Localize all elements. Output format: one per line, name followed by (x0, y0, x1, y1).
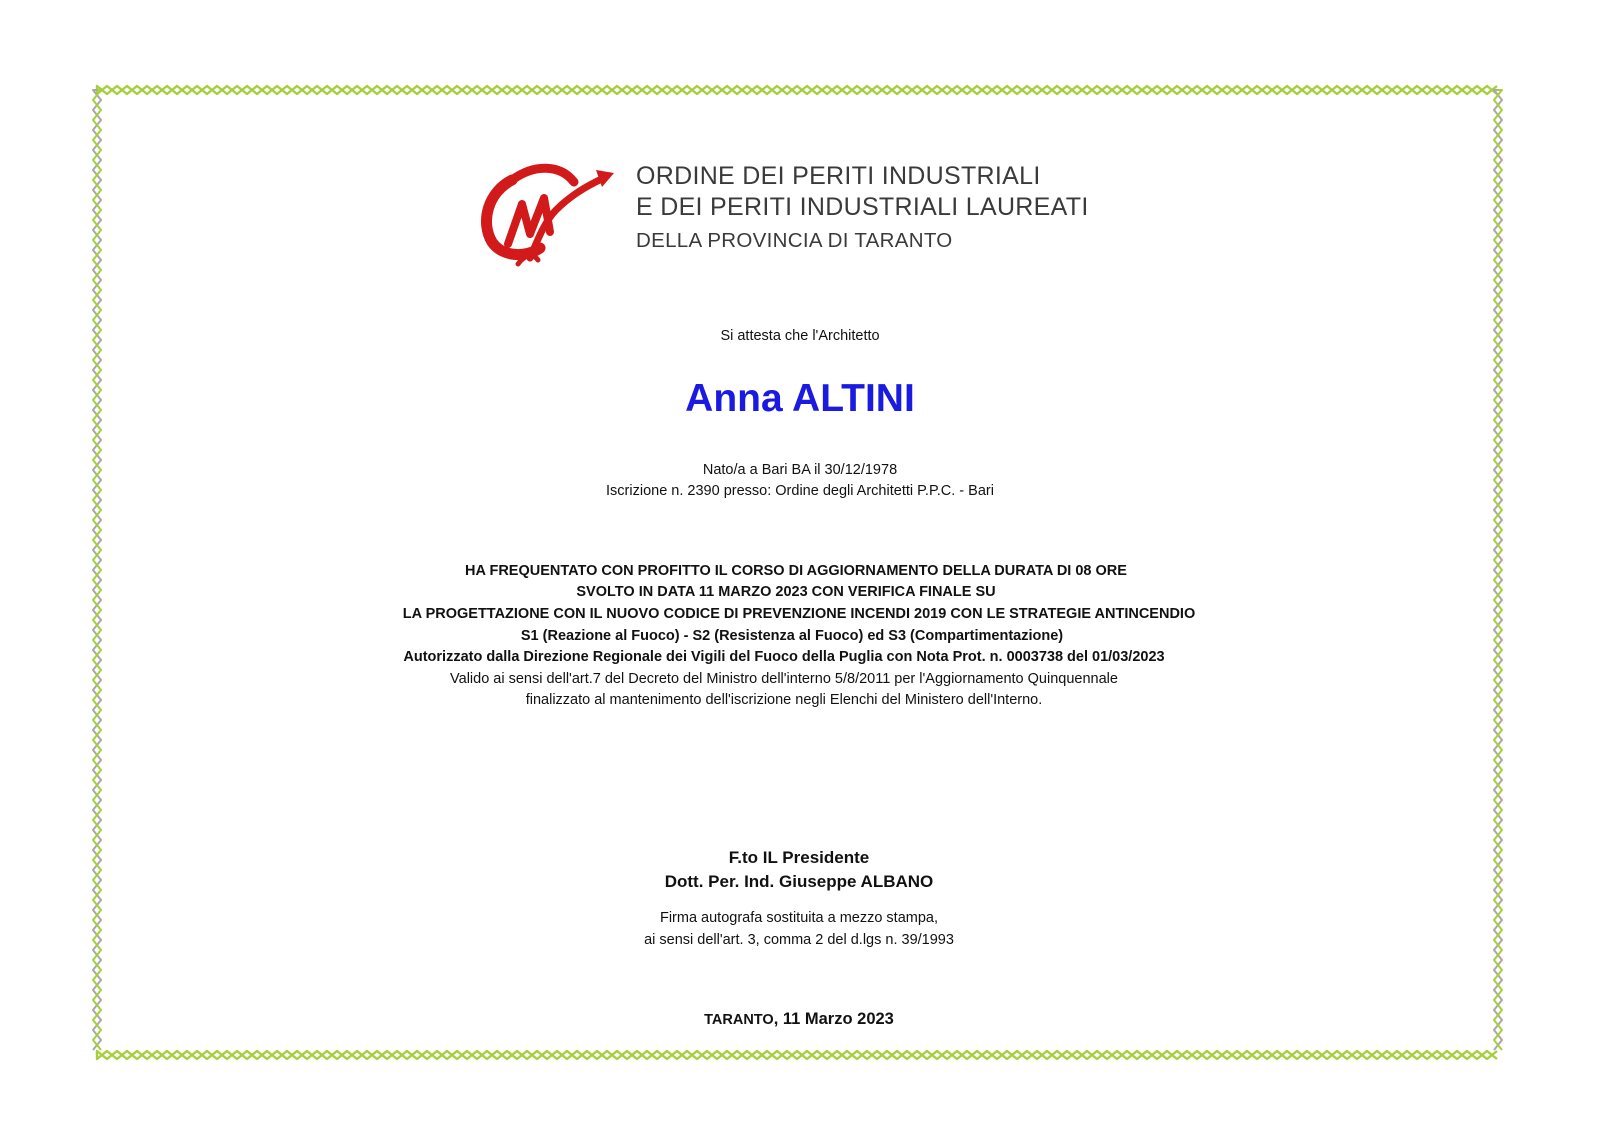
recipient-registration: Iscrizione n. 2390 presso: Ordine degli Architetti P.P.C. - Bari (606, 483, 994, 499)
course-validity: finalizzato al mantenimento dell'iscrizione negli Elenchi del Ministero dell'Interno. (525, 692, 1043, 708)
org-province-line: DELLA PROVINCIA DI TARANTO (636, 229, 953, 252)
course-validity: Valido ai sensi dell'art.7 del Decreto del Ministro dell'interno 5/8/2011 per l'Aggiornamento Quinquennale (450, 671, 1118, 687)
course-line: LA PROGETTAZIONE CON IL NUOVO CODICE DI PREVENZIONE INCENDI 2019 CON LE STRATEGIE ANTINCENDIO (402, 606, 1196, 622)
course-line: S1 (Reazione al Fuoco) - S2 (Resistenza al Fuoco) ed S3 (Compartimentazione) (520, 628, 1064, 644)
signature-title: F.to IL Presidente (728, 848, 870, 867)
place-date (0, 1010, 1599, 1029)
org-name-line1: ORDINE DEI PERITI INDUSTRIALI (636, 162, 1041, 190)
signature-note: ai sensi dell'art. 3, comma 2 del d.lgs n. 39/1993 (644, 932, 954, 948)
signature-name: Dott. Per. Ind. Giuseppe ALBANO (664, 872, 934, 891)
course-authorization: Autorizzato dalla Direzione Regionale dei Vigili del Fuoco della Puglia con Nota Prot. n. 0003738 del 01/03/2023 (403, 649, 1165, 665)
course-line: HA FREQUENTATO CON PROFITTO IL CORSO DI AGGIORNAMENTO DELLA DURATA DI 08 ORE (465, 563, 1127, 579)
course-line: SVOLTO IN DATA 11 MARZO 2023 CON VERIFICA FINALE SU (576, 584, 996, 600)
signature-note: Firma autografa sostituita a mezzo stampa, (659, 910, 939, 926)
red-stylized-w-arrow-logo-icon (478, 152, 626, 277)
org-header (478, 152, 1128, 277)
attestation-intro: Si attesta che l'Architetto (720, 328, 880, 344)
recipient-birth: Nato/a a Bari BA il 30/12/1978 (702, 462, 898, 478)
org-name-line2: E DEI PERITI INDUSTRIALI LAUREATI (636, 193, 1089, 221)
recipient-name: Anna ALTINI (685, 377, 915, 420)
issue-date: , 11 Marzo 2023 (773, 1010, 894, 1028)
place-city: TARANTO (704, 1012, 774, 1028)
